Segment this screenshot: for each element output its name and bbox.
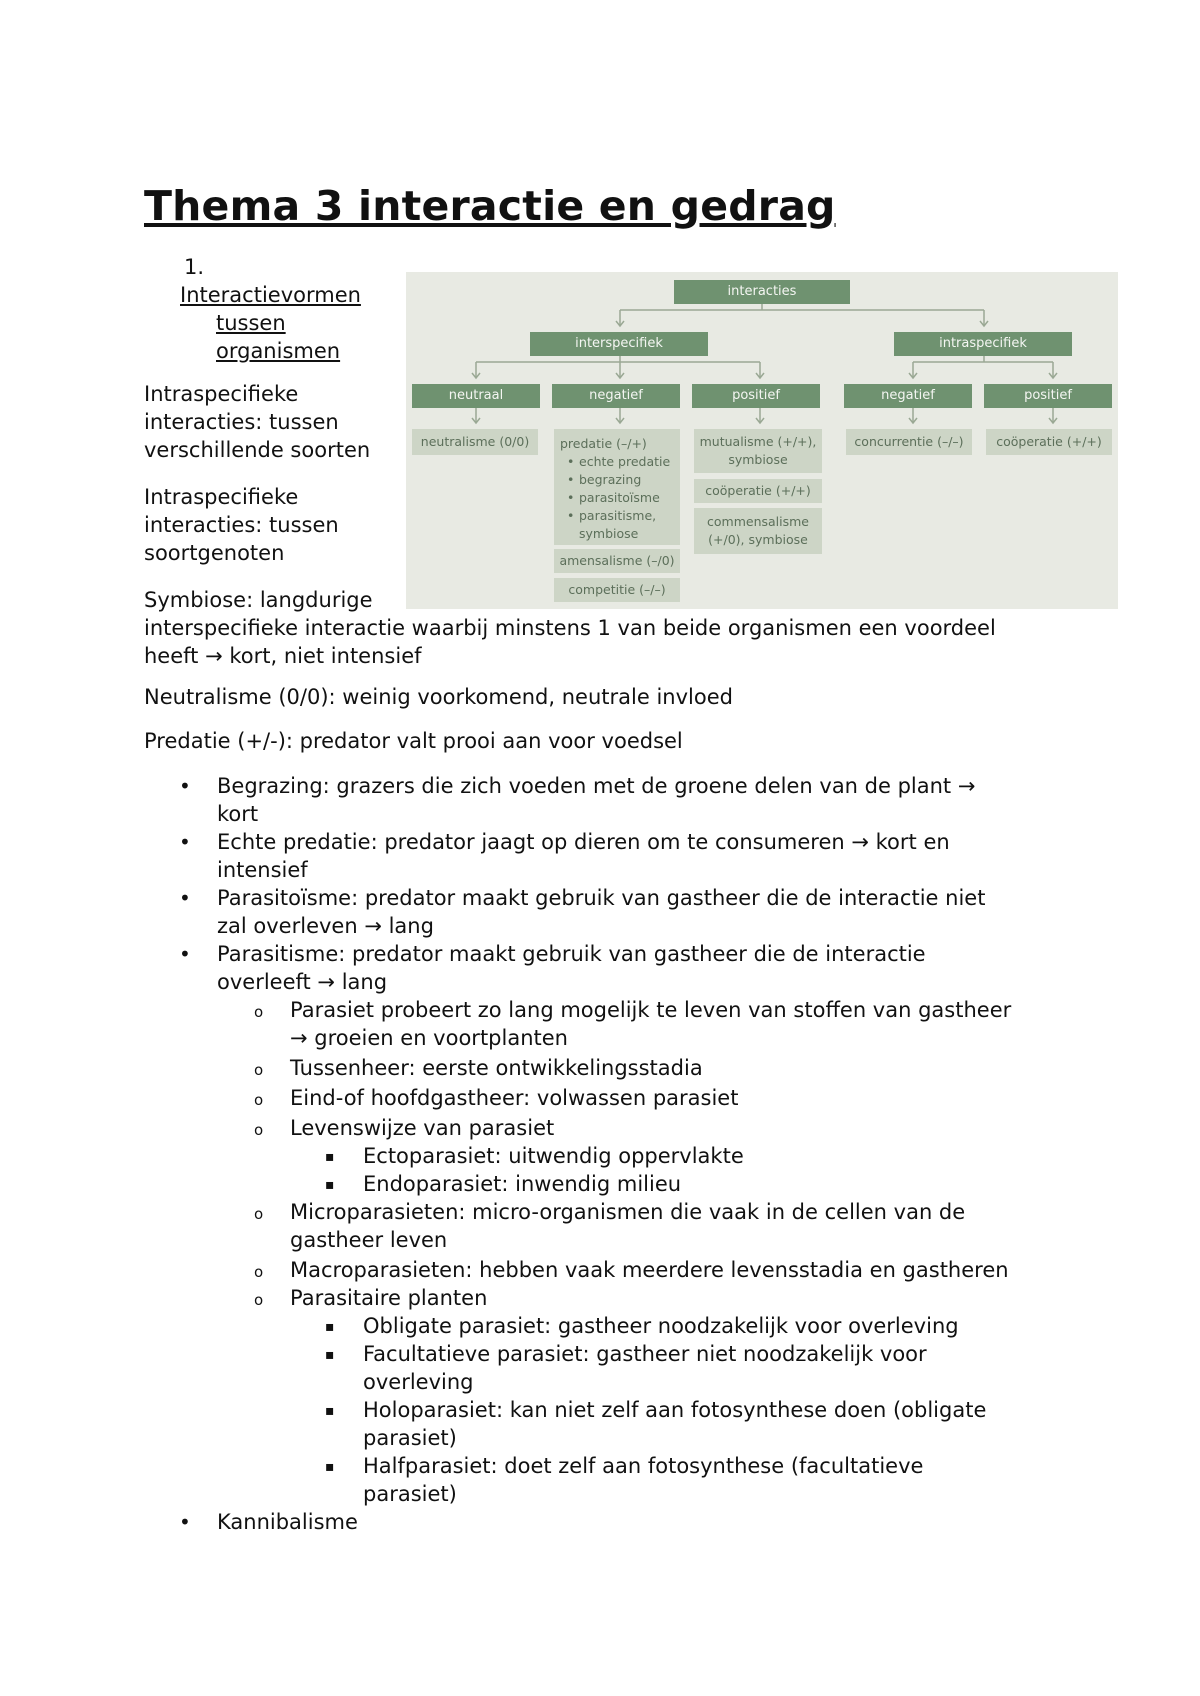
circle-marker: o (254, 1291, 264, 1309)
diagram-node-interacties: interacties (674, 280, 850, 304)
list-item (254, 1054, 1070, 1082)
text-line: Parasitoïsme: predator maakt gebruik van gastheer die de interactie niet (217, 886, 986, 910)
circle-marker: o (254, 1205, 264, 1223)
text-line: Kannibalisme (217, 1510, 358, 1534)
bullet-marker: • (179, 830, 191, 854)
diagram-leaf-neutralisme: neutralisme (0/0) (412, 429, 538, 455)
text-line: Ectoparasiet: uitwendig oppervlakte (363, 1144, 744, 1168)
list-item (325, 1340, 1063, 1396)
paragraph-predatie: Predatie (+/-): predator valt prooi aan voor voedsel (144, 729, 683, 753)
square-marker: ▪ (325, 1177, 335, 1193)
diagram-leaf-text: mutualisme (+/+), (699, 434, 817, 449)
text-line: Echte predatie: predator jaagt op dieren om te consumeren → kort en (217, 830, 950, 854)
diagram-leaf-item: • echte predatie (579, 453, 680, 471)
text-line: Endoparasiet: inwendig milieu (363, 1172, 682, 1196)
section-heading (144, 253, 384, 365)
circle-marker: o (254, 1003, 264, 1021)
text-line: overleeft → lang (217, 970, 388, 994)
diagram-leaf-text: (+/0), symbiose (708, 532, 808, 547)
diagram-node-interspecifiek: interspecifiek (530, 332, 708, 356)
text-line: Parasitaire planten (290, 1286, 488, 1310)
text-line: kort (217, 802, 259, 826)
list-item (254, 1084, 1070, 1112)
list-item (179, 884, 1067, 940)
diagram-leaf-item: • parasitoïsme (579, 489, 680, 507)
list-item (325, 1142, 1063, 1170)
text-line: soortgenoten (144, 541, 285, 565)
interaction-diagram (406, 272, 1118, 609)
section-heading-line: tussen (216, 311, 286, 335)
list-item (254, 1198, 1070, 1254)
list-item (325, 1170, 1063, 1198)
text-line: parasiet) (363, 1426, 457, 1450)
list-item (325, 1396, 1063, 1452)
list-item (254, 1284, 1070, 1312)
text-line: Obligate parasiet: gastheer noodzakelijk voor overleving (363, 1314, 959, 1338)
square-marker: ▪ (325, 1149, 335, 1165)
text-line: Intraspecifieke (144, 382, 299, 406)
square-marker: ▪ (325, 1319, 335, 1335)
text-line: intensief (217, 858, 308, 882)
section-heading-line: organismen (216, 339, 341, 363)
text-line: parasiet) (363, 1482, 457, 1506)
bullet-marker: • (179, 774, 191, 798)
text-line: Levenswijze van parasiet (290, 1116, 555, 1140)
text-line: Facultatieve parasiet: gastheer niet noodzakelijk voor (363, 1342, 927, 1366)
text-line: Begrazing: grazers die zich voeden met de groene delen van de plant → (217, 774, 976, 798)
text-line: zal overleven → lang (217, 914, 434, 938)
definition-intraspecifiek (144, 483, 394, 567)
text-line: → groeien en voortplanten (290, 1026, 568, 1050)
section-heading-line: Interactievormen (180, 283, 361, 307)
list-item (254, 1256, 1070, 1284)
bullet-marker: • (179, 1510, 191, 1534)
list-item (179, 772, 1067, 828)
diagram-node-intraspecifiek: intraspecifiek (894, 332, 1072, 356)
diagram-leaf-mutualisme (694, 429, 822, 473)
diagram-leaf-text: predatie (–/+) (560, 436, 647, 451)
list-item (254, 1114, 1070, 1142)
diagram-leaf-cooperatie: coöperatie (+/+) (694, 479, 822, 503)
diagram-leaf-amensalisme: amensalisme (–/0) (554, 549, 680, 573)
text-line: interacties: tussen (144, 513, 339, 537)
diagram-leaf-concurrentie: concurrentie (–/–) (846, 429, 972, 455)
diagram-leaf-commensalisme (694, 508, 822, 554)
text-line: verschillende soorten (144, 438, 371, 462)
text-line: Eind-of hoofdgastheer: volwassen parasiet (290, 1086, 739, 1110)
text-line: Macroparasieten: hebben vaak meerdere levensstadia en gastheren (290, 1258, 1009, 1282)
diagram-leaf-predatie (554, 429, 680, 545)
diagram-leaf-competitie: competitie (–/–) (554, 578, 680, 602)
text-line: interacties: tussen (144, 410, 339, 434)
paragraph-neutralisme: Neutralisme (0/0): weinig voorkomend, neutrale invloed (144, 685, 733, 709)
diagram-leaf-text: symbiose (579, 526, 639, 541)
diagram-node-negatief: negatief (552, 384, 680, 408)
diagram-node-intra-negatief: negatief (844, 384, 972, 408)
diagram-leaf-intra-cooperatie: coöperatie (+/+) (986, 429, 1112, 455)
text-line: Intraspecifieke (144, 485, 299, 509)
section-number: 1. (184, 255, 205, 279)
text-line: gastheer leven (290, 1228, 448, 1252)
bullet-marker: • (179, 942, 191, 966)
bullet-marker: • (179, 886, 191, 910)
document-title: Thema 3 interactie en gedrag (144, 182, 836, 230)
list-item (254, 996, 1070, 1052)
text-line: Parasitisme: predator maakt gebruik van gastheer die de interactie (217, 942, 926, 966)
circle-marker: o (254, 1091, 264, 1109)
text-line: overleving (363, 1370, 474, 1394)
circle-marker: o (254, 1121, 264, 1139)
text-line: Symbiose: langdurige (144, 588, 373, 612)
diagram-node-neutraal: neutraal (412, 384, 540, 408)
list-item (325, 1312, 1063, 1340)
text-line: heeft → kort, niet intensief (144, 644, 422, 668)
text-line: interspecifieke interactie waarbij minstens 1 van beide organismen een voordeel (144, 616, 996, 640)
circle-marker: o (254, 1263, 264, 1281)
text-line: Microparasieten: micro-organismen die vaak in de cellen van de (290, 1200, 966, 1224)
text-line: Halfparasiet: doet zelf aan fotosynthese (facultatieve (363, 1454, 924, 1478)
square-marker: ▪ (325, 1403, 335, 1419)
diagram-leaf-item: • parasitisme, (579, 507, 680, 525)
text-line: Parasiet probeert zo lang mogelijk te leven van stoffen van gastheer (290, 998, 1012, 1022)
diagram-node-positief: positief (692, 384, 820, 408)
diagram-leaf-item: • begrazing (579, 471, 680, 489)
diagram-leaf-text: symbiose (728, 452, 788, 467)
square-marker: ▪ (325, 1459, 335, 1475)
text-line: Tussenheer: eerste ontwikkelingsstadia (290, 1056, 703, 1080)
list-item (325, 1452, 1063, 1508)
circle-marker: o (254, 1061, 264, 1079)
list-item (179, 940, 1067, 996)
diagram-leaf-text: commensalisme (707, 514, 809, 529)
text-line: Holoparasiet: kan niet zelf aan fotosynthese doen (obligate (363, 1398, 987, 1422)
square-marker: ▪ (325, 1347, 335, 1363)
list-item (179, 1508, 1067, 1536)
diagram-leaf-list (560, 453, 680, 525)
paragraph-symbiose (144, 586, 1074, 670)
definition-interspecifiek (144, 380, 394, 464)
diagram-node-intra-positief: positief (984, 384, 1112, 408)
list-item (179, 828, 1067, 884)
